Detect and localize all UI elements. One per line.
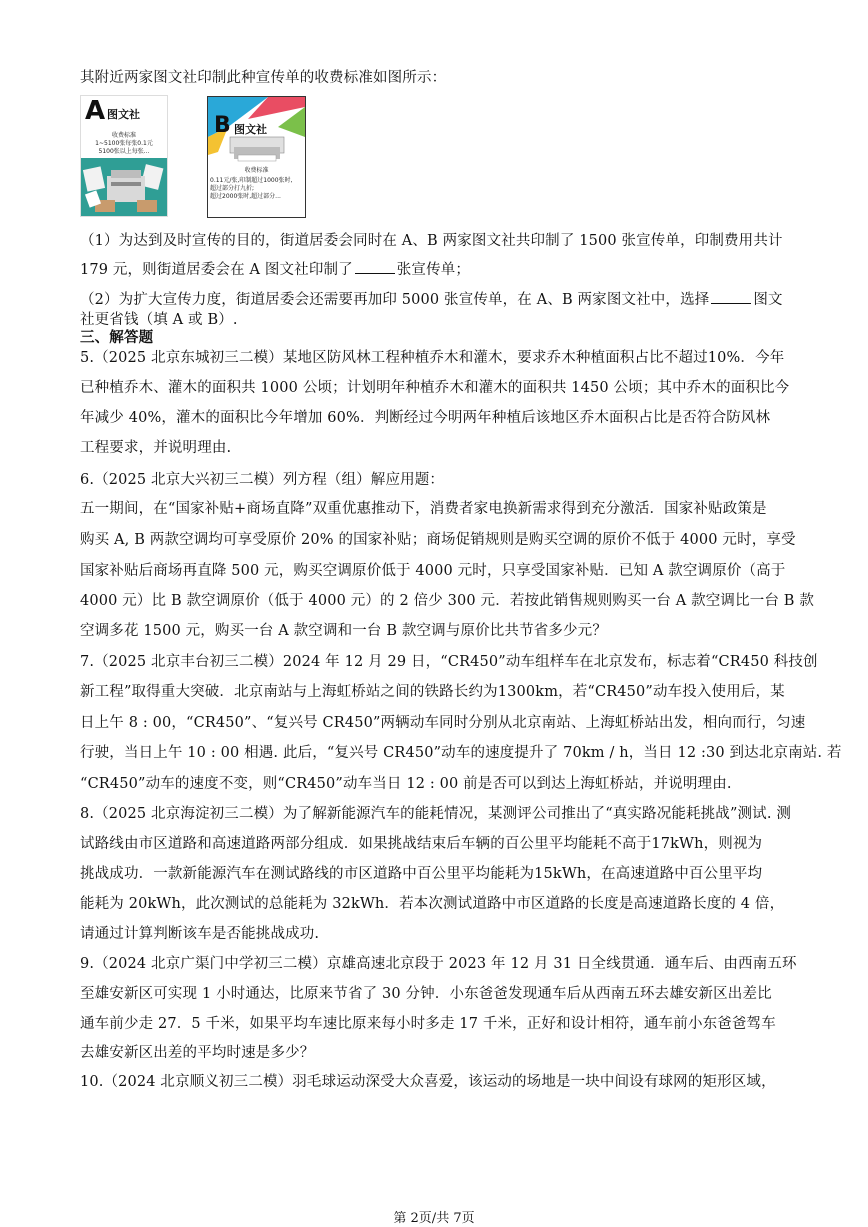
flyer-a-line-2: 1~5100张每张0.1元 xyxy=(95,140,153,147)
problem-10-line-1: 10.（2024 北京顺义初三二模）羽毛球运动深受大众喜爱，该运动的场地是一块中间设有球网的矩形区域， xyxy=(80,1074,776,1090)
flyer-b-name: 图文社 xyxy=(234,123,267,136)
flyer-b-line-2: 0.11元/张,印制超过1000张时, xyxy=(210,177,293,184)
answer-blank-1 xyxy=(355,260,395,274)
question-2-text-mid: 图文 xyxy=(753,292,783,308)
flyer-b-letter: B xyxy=(214,113,231,138)
problem-7-line-4: 行驶，当日上午 10 : 00 相遇. 此后，“复兴号 CR450”动车的速度提升了 70km / h，当日 12 :30 到达北京南站. 若 xyxy=(80,745,842,761)
flyer-b-line-1: 收费标准 xyxy=(244,167,269,174)
answer-blank-2 xyxy=(711,290,751,304)
flyer-b-image xyxy=(207,96,306,218)
flyer-a-letter: A xyxy=(85,96,106,126)
question-1-line-1: （1）为达到及时宣传的目的，街道居委会同时在 A、B 两家图文社共印制了 1500 张宣传单，印制费用共计 xyxy=(80,233,783,249)
problem-6-line-1: 6.（2025 北京大兴初三二模）列方程（组）解应用题： xyxy=(80,472,445,488)
problem-8-line-3: 挑战成功．一款新能源汽车在测试路线的市区道路中百公里平均能耗为15kWh，在高速道路中百公里平均 xyxy=(80,866,763,882)
question-1-text: 179 元，则街道居委会在 A 图文社印制了 xyxy=(80,262,353,278)
flyer-b-line-3: 超过部分打九折; xyxy=(210,185,255,192)
question-2-line-1 xyxy=(80,290,786,310)
flyer-a-line-1: 收费标准 xyxy=(111,132,136,139)
problem-9-line-4: 去雄安新区出差的平均时速是多少？ xyxy=(80,1045,315,1061)
problem-8-line-5: 请通过计算判断该车是否能挑战成功. xyxy=(80,926,320,942)
flyer-a-line-3: 5100张以上每张... xyxy=(98,148,150,155)
question-1-text-end: 张宣传单； xyxy=(396,262,471,278)
problem-8-line-2: 试路线由市区道路和高速道路两部分组成．如果挑战结束后车辆的百公里平均能耗不高于17kWh，则视为 xyxy=(80,836,763,852)
problem-9-line-2: 至雄安新区可实现 1 小时通达，比原来节省了 30 分钟．小东爸爸发现通车后从西南五环去雄安新区出差比 xyxy=(80,986,772,1002)
problem-7-line-1: 7.（2025 北京丰台初三二模）2024 年 12 月 29 日，“CR450”动车组样车在北京发布，标志着“CR450 科技创 xyxy=(80,654,818,670)
page-footer: 第 2页/共 7页 xyxy=(393,1211,475,1226)
problem-7-line-2: 新工程”取得重大突破．北京南站与上海虹桥站之间的铁路长约为1300km，若“CR450”动车投入使用后，某 xyxy=(80,684,785,700)
problem-6-line-2: 五一期间，在“国家补贴+商场直降”双重优惠推动下，消费者家电换新需求得到充分激活．国家补贴政策是 xyxy=(80,501,767,517)
flyer-b-line-4: 超过2000张时,超过部分... xyxy=(210,193,281,200)
problem-6-line-4: 国家补贴后商场再直降 500 元，购买空调原价低于 4000 元时，只享受国家补贴．已知 A 款空调原价（高于 xyxy=(80,563,786,579)
problem-7-line-3: 日上午 8 : 00，“CR450”、“复兴号 CR450”两辆动车同时分别从北京南站、上海虹桥站出发，相向而行，匀速 xyxy=(80,715,806,731)
problem-6-line-5: 4000 元）比 B 款空调原价（低于 4000 元）的 2 倍少 300 元．若按此销售规则购买一台 A 款空调比一台 B 款 xyxy=(80,593,815,609)
problem-6-line-6: 空调多花 1500 元，购买一台 A 款空调和一台 B 款空调与原价比共节省多少元？ xyxy=(80,623,607,639)
problem-9-line-3: 通车前少走 27．5 千米，如果平均车速比原来每小时多走 17 千米，正好和设计相符，通车前小东爸爸驾车 xyxy=(80,1016,776,1032)
intro-text: 其附近两家图文社印制此种宣传单的收费标准如图所示： xyxy=(80,70,447,86)
problem-9-line-1: 9.（2024 北京广渠门中学初三二模）京雄高速北京段于 2023 年 12 月 31 日全线贯通．通车后、由西南五环 xyxy=(80,956,797,972)
flyer-a-image xyxy=(80,95,168,217)
problem-6-line-3: 购买 A, B 两款空调均可享受原价 20% 的国家补贴；商场促销规则是购买空调的原价不低于 4000 元时，享受 xyxy=(80,532,796,548)
problem-5-line-1: 5.（2025 北京东城初三二模）某地区防风林工程种植乔木和灌木，要求乔木种植面积占比不超过10%．今年 xyxy=(80,350,785,366)
question-2-line-2: 社更省钱（填 A 或 B）. xyxy=(80,312,238,328)
problem-8-line-4: 能耗为 20kWh，此次测试的总能耗为 32kWh．若本次测试道路中市区道路的长度是高速道路长度的 4 倍， xyxy=(80,896,785,912)
section-heading: 三、解答题 xyxy=(80,329,154,346)
flyer-a-name: 图文社 xyxy=(107,108,140,121)
problem-7-line-5: “CR450”动车的速度不变，则“CR450”动车当日 12 : 00 前是否可以到达上海虹桥站，并说明理由. xyxy=(80,776,732,792)
problem-5-line-3: 年减少 40%，灌木的面积比今年增加 60%．判断经过今明两年种植后该地区乔木面积占比是否符合防风林 xyxy=(80,410,771,426)
problem-8-line-1: 8.（2025 北京海淀初三二模）为了解新能源汽车的能耗情况，某测评公司推出了“真实路况能耗挑战”测试. 测 xyxy=(80,806,791,822)
problem-5-line-4: 工程要求，并说明理由. xyxy=(80,440,232,456)
question-2-text: （2）为扩大宣传力度，街道居委会还需要再加印 5000 张宣传单，在 A、B 两家图文社中，选择 xyxy=(80,292,710,308)
question-1-line-2 xyxy=(80,260,786,280)
problem-5-line-2: 已种植乔木、灌木的面积共 1000 公顷；计划明年种植乔木和灌木的面积共 1450 公顷；其中乔木的面积比今 xyxy=(80,380,790,396)
